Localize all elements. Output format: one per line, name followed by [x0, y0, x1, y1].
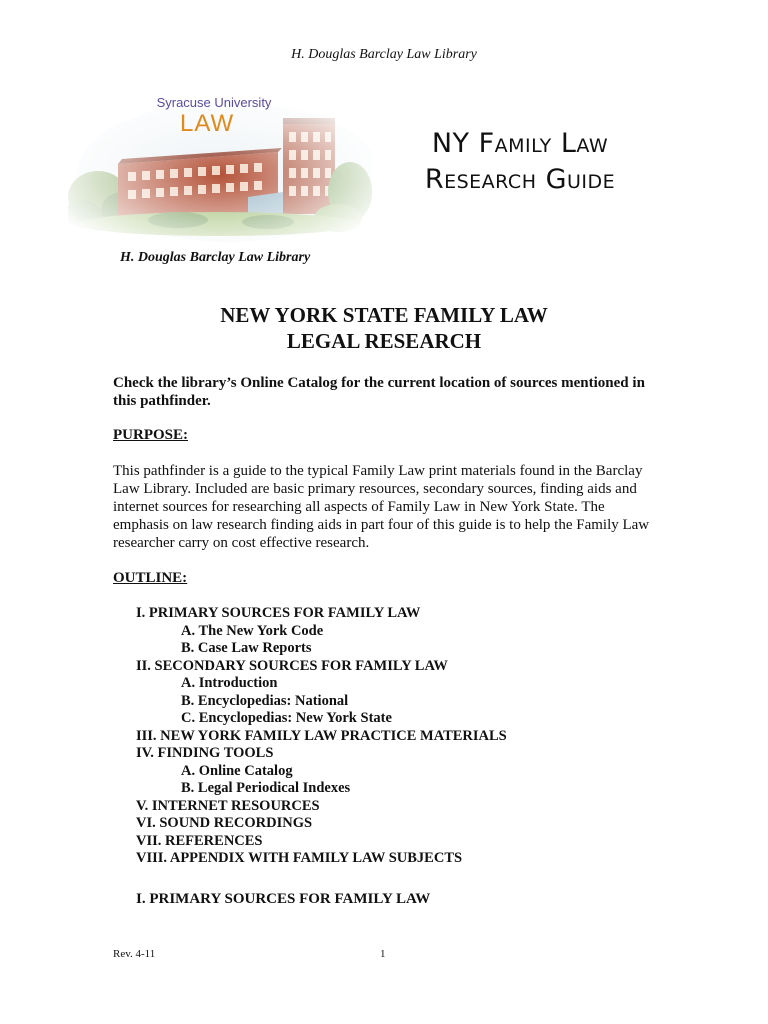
main-title: [0, 302, 768, 354]
outline-subitem: C. Encyclopedias: New York State: [181, 710, 392, 726]
outline-subitem: B. Encyclopedias: National: [181, 692, 349, 709]
syracuse-law-logo: [68, 92, 372, 242]
outline-item: VI. SOUND RECORDINGS: [136, 815, 313, 831]
purpose-heading: PURPOSE:: [113, 427, 188, 443]
guide-title-line2: Research Guide: [424, 164, 616, 195]
outline-item: II. SECONDARY SOURCES FOR FAMILY LAW: [136, 657, 448, 674]
page-number: 1: [380, 948, 386, 960]
catalog-notice: Check the library’s Online Catalog for the current location of sources mentioned in this pathfinder.: [113, 375, 645, 409]
main-title-line1: NEW YORK STATE FAMILY LAW: [220, 303, 548, 327]
purpose-paragraph: This pathfinder is a guide to the typical Family Law print materials found in the Barclay Law Library. Included are basic primary resources, secondary sources, finding aids and internet sources for researching all aspects of Family Law in New York State. The emphasis on law research finding aids in part four of this guide is to help the Family Law researcher carry on cost effective research.: [113, 463, 650, 551]
outline-list: [0, 605, 768, 868]
outline-item: III. NEW YORK FAMILY LAW PRACTICE MATERIALS: [136, 727, 507, 744]
main-title-line2: LEGAL RESEARCH: [286, 329, 482, 353]
outline-item: VIII. APPENDIX WITH FAMILY LAW SUBJECTS: [136, 850, 463, 866]
guide-title: [390, 126, 650, 198]
outline-item: I. PRIMARY SOURCES FOR FAMILY LAW: [136, 605, 421, 621]
outline-subitem: A. Introduction: [181, 675, 278, 691]
outline-subitem: A. The New York Code: [181, 622, 324, 639]
outline-item: VII. REFERENCES: [136, 832, 263, 849]
outline-subitem: B. Case Law Reports: [181, 640, 312, 656]
guide-title-line1: NY Family Law: [431, 128, 609, 159]
outline-subitem: A. Online Catalog: [181, 762, 293, 779]
law-text: LAW: [180, 110, 235, 137]
outline-item: V. INTERNET RESOURCES: [136, 797, 320, 814]
university-text: Syracuse University: [156, 95, 272, 110]
page-header: H. Douglas Barclay Law Library: [291, 47, 477, 62]
section-heading: I. PRIMARY SOURCES FOR FAMILY LAW: [136, 891, 431, 907]
outline-heading: OUTLINE:: [113, 570, 188, 586]
outline-subitem: B. Legal Periodical Indexes: [181, 780, 351, 796]
law-school-illustration: [68, 92, 372, 242]
revision-label: Rev. 4-11: [113, 948, 156, 960]
outline-item: IV. FINDING TOOLS: [136, 745, 274, 761]
logo-caption: H. Douglas Barclay Law Library: [120, 250, 311, 265]
